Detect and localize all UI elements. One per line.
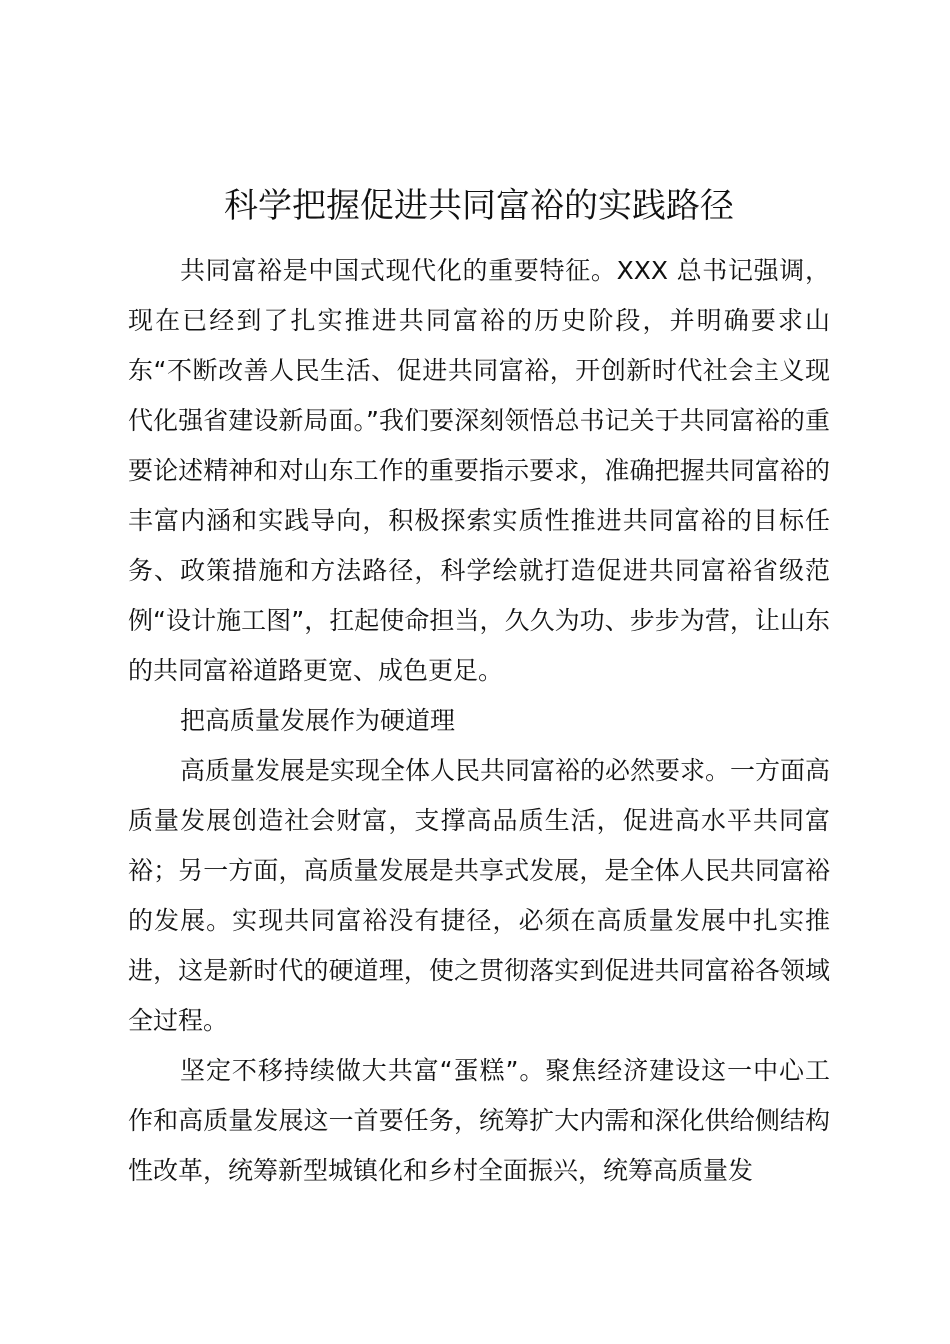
document-page (128, 180, 830, 1196)
document-title: 科学把握促进共同富裕的实践路径 (224, 186, 734, 226)
section-heading: 把高质量发展作为硬道理 (180, 706, 456, 735)
paragraph-cake: 坚定不移持续做大共富“蛋糕”。聚焦经济建设这一中心工作和高质量发展这一首要任务，统筹扩大内需和深化供给侧结构性改革，统筹新型城镇化和乡村全面振兴，统筹高质量发 (128, 1056, 830, 1185)
paragraph-intro: 共同富裕是中国式现代化的重要特征。XXX 总书记强调，现在已经到了扎实推进共同富裕的历史阶段，并明确要求山东“不断改善人民生活、促进共同富裕，开创新时代社会主义现代化强省建设新局面。”我们要深刻领悟总书记关于共同富裕的重要论述精神和对山东工作的重要指示要求，准确把握共同富裕的丰富内涵和实践导向，积极探索实质性推进共同富裕的目标任务、政策措施和方法路径，科学绘就打造促进共同富裕省级范例“设计施工图”，扛起使命担当，久久为功、步步为营，让山东的共同富裕道路更宽、成色更足。 (128, 256, 830, 685)
paragraph-high-quality: 高质量发展是实现全体人民共同富裕的必然要求。一方面高质量发展创造社会财富，支撑高品质生活，促进高水平共同富裕；另一方面，高质量发展是共享式发展，是全体人民共同富裕的发展。实现共同富裕没有捷径，必须在高质量发展中扎实推进，这是新时代的硬道理，使之贯彻落实到促进共同富裕各领域全过程。 (128, 756, 831, 1035)
